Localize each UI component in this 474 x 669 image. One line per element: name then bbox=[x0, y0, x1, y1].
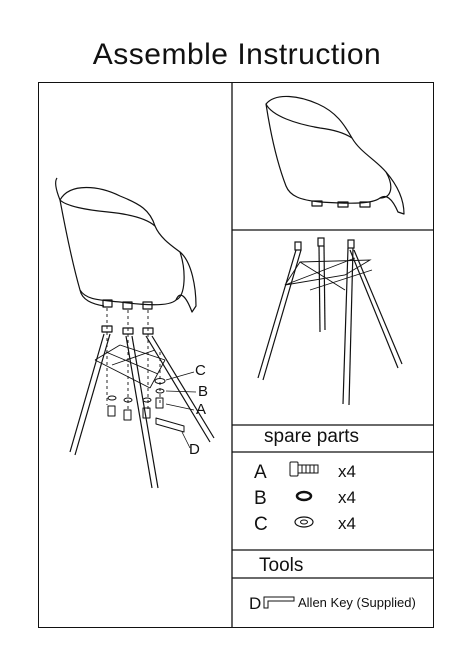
part-c-quantity: x4 bbox=[338, 514, 356, 533]
tool-d-letter: D bbox=[249, 594, 262, 613]
part-c-letter: C bbox=[254, 514, 268, 535]
callout-b: B bbox=[198, 383, 209, 400]
callout-d: D bbox=[189, 441, 200, 458]
tool-d-label: Allen Key (Supplied) bbox=[298, 595, 416, 610]
callout-c: C bbox=[195, 362, 206, 379]
spare-parts-heading: spare parts bbox=[264, 426, 360, 447]
page-title: Assemble Instruction bbox=[92, 38, 382, 71]
leg-base-illustration bbox=[258, 238, 402, 405]
callout-a: A bbox=[196, 401, 207, 418]
tools-heading: Tools bbox=[259, 555, 304, 576]
part-a-quantity: x4 bbox=[338, 462, 356, 481]
assembled-chair-illustration bbox=[266, 96, 404, 214]
allen-key-icon bbox=[264, 597, 294, 608]
part-a-letter: A bbox=[254, 462, 267, 483]
flat-washer-icon bbox=[295, 517, 313, 527]
part-b-letter: B bbox=[254, 488, 267, 509]
part-b-quantity: x4 bbox=[338, 488, 356, 507]
bolt-icon bbox=[290, 462, 318, 476]
spring-washer-icon bbox=[297, 492, 311, 500]
